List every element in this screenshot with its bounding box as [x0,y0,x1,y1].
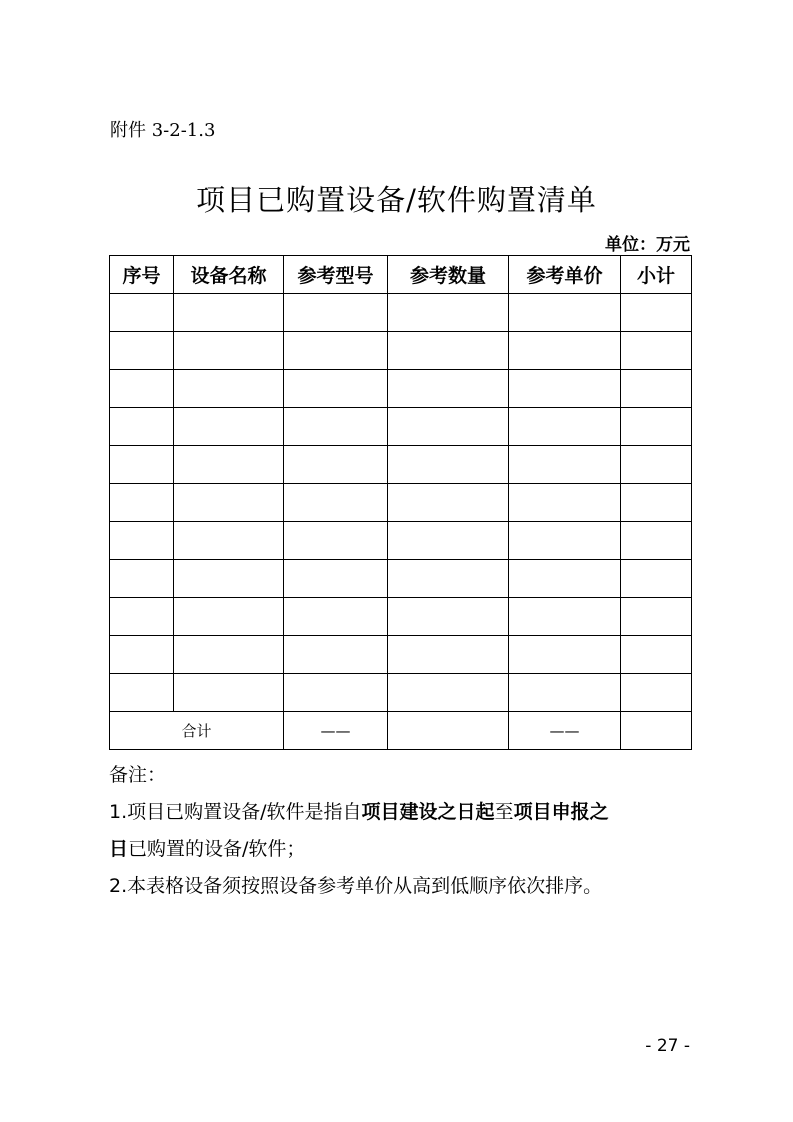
note-1-part: 1.项目已购置设备/软件是指自 [109,801,362,823]
total-quantity-cell [388,712,509,750]
header-equipment-name: 设备名称 [174,256,284,294]
table-cell [284,522,388,560]
table-cell [110,674,174,712]
table-cell [388,408,509,446]
table-cell [509,636,621,674]
notes-section [109,757,699,905]
total-label: 合计 [110,712,284,750]
table-cell [509,408,621,446]
table-cell [621,408,692,446]
table-cell [621,370,692,408]
table-cell [509,294,621,332]
header-serial: 序号 [110,256,174,294]
note-1-emphasis: 项目申报之 [513,801,609,823]
table-row [110,332,692,370]
table-cell [174,560,284,598]
table-cell [284,484,388,522]
note-2: 2.本表格设备须按照设备参考单价从高到低顺序依次排序。 [109,875,603,897]
table-cell [174,446,284,484]
table-cell [110,446,174,484]
table-cell [388,484,509,522]
table-cell [621,522,692,560]
table-cell [388,636,509,674]
table-row [110,598,692,636]
header-subtotal: 小计 [621,256,692,294]
table-cell [174,636,284,674]
table-cell [509,484,621,522]
table-cell [110,408,174,446]
table-cell [621,332,692,370]
note-1-part: 至 [494,801,514,823]
table-row [110,674,692,712]
document-title: 项目已购置设备/软件购置清单 [196,183,597,217]
table-cell [509,674,621,712]
table-cell [388,598,509,636]
table-cell [284,446,388,484]
table-cell [388,446,509,484]
table-cell [284,332,388,370]
table-cell [621,636,692,674]
table-cell [621,484,692,522]
table-cell [110,332,174,370]
table-cell [388,332,509,370]
table-cell [174,674,284,712]
table-cell [509,370,621,408]
table-row [110,522,692,560]
header-model: 参考型号 [284,256,388,294]
page-number: - 27 - [645,1036,690,1056]
table-cell [110,560,174,598]
equipment-table [109,255,692,750]
table-cell [174,522,284,560]
table-cell [509,332,621,370]
table-cell [509,560,621,598]
table-cell [284,674,388,712]
table-cell [509,598,621,636]
table-cell [110,522,174,560]
table-cell [174,332,284,370]
table-cell [110,598,174,636]
table-row [110,370,692,408]
table-cell [284,598,388,636]
table-cell [284,560,388,598]
table-cell [174,598,284,636]
table-cell [388,674,509,712]
table-cell [174,294,284,332]
total-row [110,712,692,750]
notes-heading: 备注： [109,764,167,786]
total-subtotal-cell [621,712,692,750]
attachment-label: 附件 3-2-1.3 [110,120,216,141]
total-price-cell: —— [509,712,621,750]
table-cell [284,370,388,408]
table-cell [388,560,509,598]
table-cell [174,370,284,408]
table-row [110,446,692,484]
table-cell [174,484,284,522]
table-cell [388,294,509,332]
table-cell [174,408,284,446]
note-1-emphasis: 日 [109,838,129,860]
table-cell [110,294,174,332]
table-cell [110,484,174,522]
header-unit-price: 参考单价 [509,256,621,294]
note-1-emphasis: 项目建设之日起 [361,801,495,823]
table-header-row [110,256,692,294]
table-cell [621,446,692,484]
table-cell [509,522,621,560]
table-cell [621,598,692,636]
unit-label: 单位：万元 [605,235,690,255]
table-cell [284,408,388,446]
note-1 [109,794,699,831]
table-row [110,484,692,522]
table-row [110,560,692,598]
table-cell [388,370,509,408]
note-1-part: 已购置的设备/软件； [128,838,306,860]
total-model-cell: —— [284,712,388,750]
table-cell [388,522,509,560]
table-cell [284,636,388,674]
header-quantity: 参考数量 [388,256,509,294]
table-cell [284,294,388,332]
table-row [110,294,692,332]
table-cell [621,294,692,332]
table-body [110,294,692,750]
table-row [110,636,692,674]
table-cell [110,636,174,674]
table-cell [509,446,621,484]
table-cell [621,674,692,712]
table-cell [110,370,174,408]
table-row [110,408,692,446]
table-cell [621,560,692,598]
note-1-continued [109,831,699,868]
